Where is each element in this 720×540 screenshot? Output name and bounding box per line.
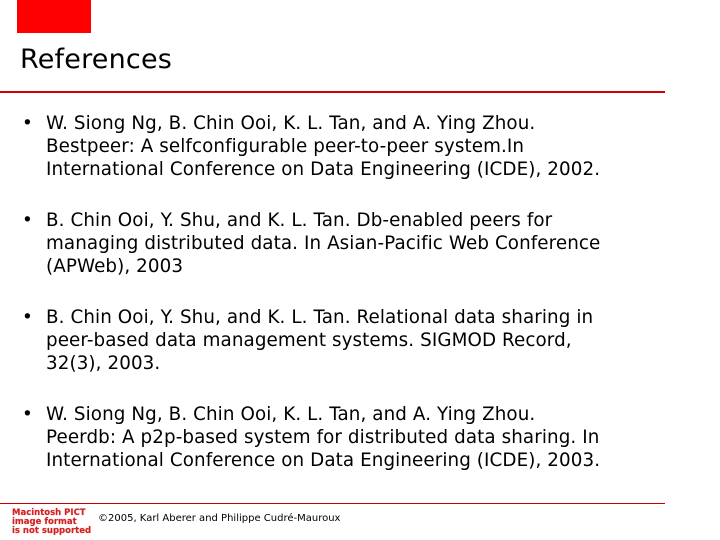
reference-item — [18, 306, 708, 375]
placeholder-line: image format — [12, 517, 77, 527]
placeholder-line: Macintosh PICT — [12, 508, 86, 518]
reference-line: Bestpeer: A selfconfigurable peer-to-peer system.In — [46, 136, 525, 157]
title-divider — [0, 91, 665, 93]
reference-item — [18, 403, 708, 472]
reference-line: International Conference on Data Engineering (ICDE), 2002. — [46, 159, 601, 180]
bullet-icon: • — [22, 404, 33, 425]
reference-line: 32(3), 2003. — [46, 353, 161, 374]
reference-line: W. Siong Ng, B. Chin Ooi, K. L. Tan, and A. Ying Zhou. — [46, 404, 536, 425]
reference-line: B. Chin Ooi, Y. Shu, and K. L. Tan. Db-enabled peers for — [46, 210, 553, 231]
unsupported-image-placeholder — [0, 503, 92, 540]
reference-item — [18, 112, 708, 181]
reference-line: B. Chin Ooi, Y. Shu, and K. L. Tan. Relational data sharing in — [46, 307, 594, 328]
reference-line: W. Siong Ng, B. Chin Ooi, K. L. Tan, and A. Ying Zhou. — [46, 113, 536, 134]
copyright-footer: ©2005, Karl Aberer and Philippe Cudré-Mauroux — [98, 513, 341, 524]
reference-line: managing distributed data. In Asian-Pacific Web Conference — [46, 233, 601, 254]
reference-line: (APWeb), 2003 — [46, 256, 184, 277]
slide-title: References — [20, 44, 173, 75]
bullet-icon: • — [22, 210, 33, 231]
red-accent-block — [17, 0, 91, 33]
bullet-icon: • — [22, 307, 33, 328]
reference-line: peer-based data management systems. SIGMOD Record, — [46, 330, 572, 351]
reference-line: Peerdb: A p2p-based system for distributed data sharing. In — [46, 427, 600, 448]
reference-list — [18, 112, 708, 500]
bullet-icon: • — [22, 113, 33, 134]
reference-item — [18, 209, 708, 278]
footer-divider — [0, 503, 665, 504]
reference-line: International Conference on Data Engineering (ICDE), 2003. — [46, 450, 601, 471]
placeholder-line: is not supported — [12, 526, 92, 536]
